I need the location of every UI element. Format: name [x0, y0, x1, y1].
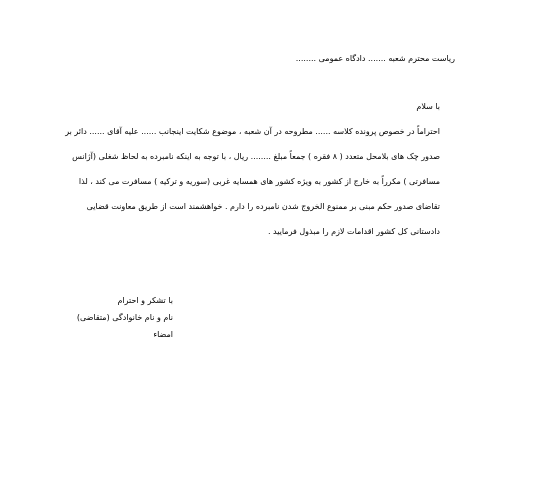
applicant-name-label: نام و نام خانوادگی (متقاضی)	[76, 313, 173, 322]
body-line: احتراماً در خصوص پرونده کلاسه ...... مطروحه در آن شعبه ، موضوع شکایت اینجانب ...... علیه آقای ...... دائر بر	[65, 127, 440, 136]
body-line: تقاضای صدور حکم مبنی بر ممنوع الخروج شدن نامبرده را دارم . خواهشمند است از طریق معاونت قضایی	[86, 202, 440, 211]
signature-label: امضاء	[153, 330, 173, 339]
body-line: صدور چک های بلامحل متعدد ( ۸ فقره ) جمعاً مبلغ ........ ریال ، با توجه به اینکه نامبرده به لحاظ شغلی (آژانس	[72, 152, 440, 161]
body-line: دادستانی کل کشور اقدامات لازم را مبذول فرمایید .	[267, 227, 440, 236]
closing-regards: با تشکر و احترام	[117, 296, 173, 305]
addressee-line: ریاست محترم شعبه ....... دادگاه عمومی ........	[295, 54, 455, 63]
greeting: با سلام	[416, 102, 440, 111]
body-line: مسافرتی ) مکرراً به خارج از کشور به ویژه کشور های همسایه غربی (سوریه و ترکیه ) مسافرت می کند ، لذا	[78, 177, 440, 186]
